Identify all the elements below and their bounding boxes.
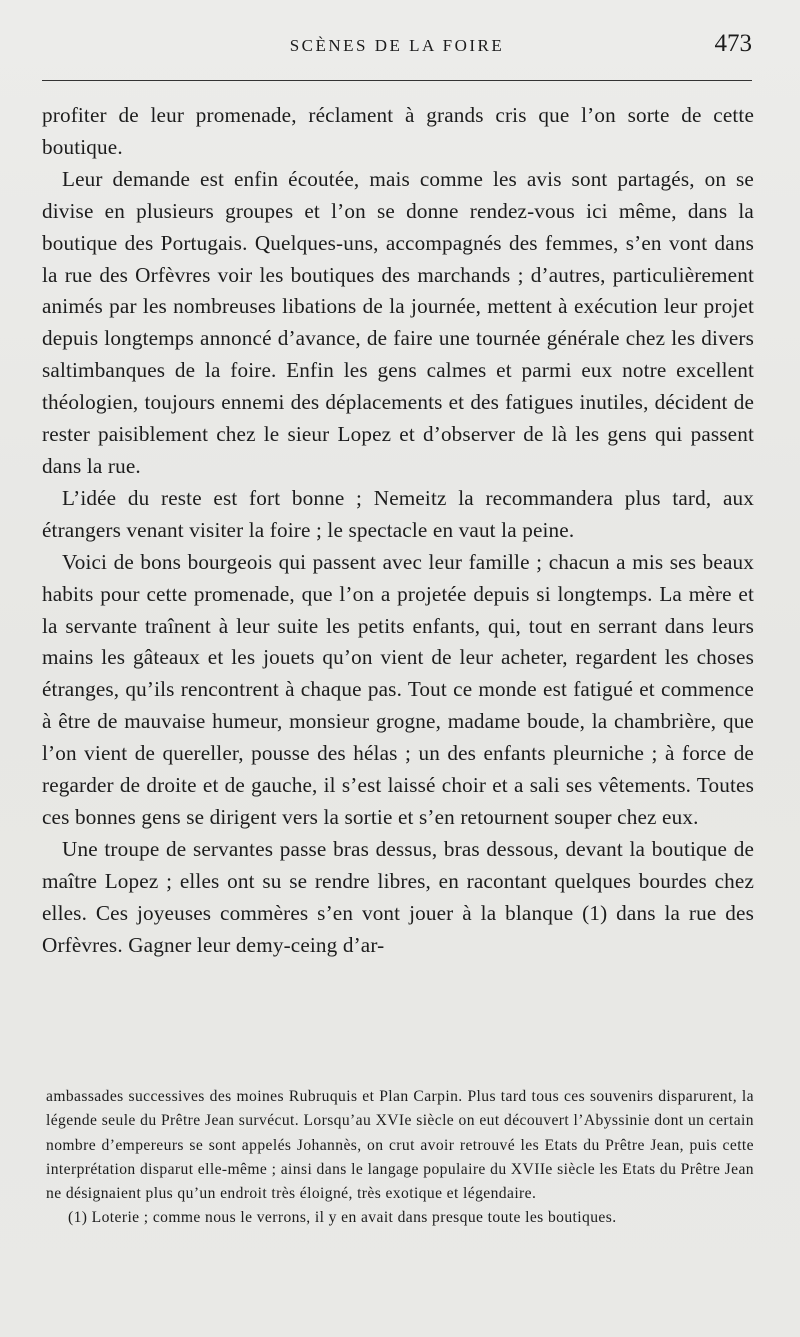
header-rule xyxy=(42,80,752,81)
main-text xyxy=(42,100,754,961)
footnote-continued: ambassades successives des moines Rubruquis et Plan Carpin. Plus tard tous ces souvenirs disparurent, la légende seule du Prêtre Jean survécut. Lorsqu’au XVIe siècle on eut découvert l’Abyssinie dont un certain nombre d’empereurs se sont appelés Johannès, on crut avoir retrouvé les Etats du Prêtre Jean, puis cette interprétation disparut elle-même ; ainsi dans le langage populaire du XVIIe siècle les Etats du Prêtre Jean ne désignaient plus qu’un endroit très éloigné, très exotique et légendaire. xyxy=(46,1088,754,1203)
paragraph: L’idée du reste est fort bonne ; Nemeitz la recommandera plus tard, aux étrangers venant visiter la foire ; le spectacle en vaut la peine. xyxy=(42,485,754,542)
page-number: 473 xyxy=(714,30,752,57)
paragraph: Une troupe de servantes passe bras dessus, bras dessous, devant la boutique de maître Lopez ; elles ont su se rendre libres, en racontant quelques bourdes chez elles. Ces joyeuses commères s’en vont jouer à la blanque (1) dans la rue des Orfèvres. Gagner leur demy-ceing d’ar- xyxy=(42,836,754,957)
paragraph: profiter de leur promenade, réclament à grands cris que l’on sorte de cette boutique. xyxy=(42,103,754,159)
footnotes xyxy=(46,1085,754,1231)
page-header xyxy=(42,30,752,70)
paragraph: Leur demande est enfin écoutée, mais comme les avis sont partagés, on se divise en plusieurs groupes et l’on se donne rendez-vous ici même, dans la boutique des Portugais. Quelques-uns, accompagnés des femmes, s’en vont dans la rue des Orfèvres voir les boutiques des marchands ; d’autres, particulièrement animés par les nombreuses libations de la journée, mettent à exécution leur projet depuis longtemps annoncé d’avance, de faire une tournée générale chez les divers saltimbanques de la foire. Enfin les gens calmes et parmi eux notre excellent théologien, toujours ennemi des déplacements et des fatigues inutiles, décident de rester paisiblement chez le sieur Lopez et d’observer de là les gens qui passent dans la rue. xyxy=(42,166,754,478)
running-title: SCÈNES DE LA FOIRE xyxy=(289,36,505,55)
paragraph: Voici de bons bourgeois qui passent avec leur famille ; chacun a mis ses beaux habits pour cette promenade, que l’on a projetée depuis si longtemps. La mère et la servante traînent à leur suite les petits enfants, qui, tout en serrant dans leurs mains les gâteaux et les jouets qu’on vient de leur acheter, regardent les choses étranges, qu’ils rencontrent à chaque pas. Tout ce monde est fatigué et commence à être de mauvaise humeur, monsieur grogne, madame boude, la chambrière, que l’on vient de quereller, pousse des hélas ; un des enfants pleurniche ; à force de regarder de droite et de gauche, il s’est laissé choir et a sali ses vêtements. Toutes ces bonnes gens se dirigent vers la sortie et s’en retournent souper chez eux. xyxy=(42,549,754,829)
footnote-1: (1) Loterie ; comme nous le verrons, il y en avait dans presque toute les boutiques. xyxy=(68,1209,617,1227)
